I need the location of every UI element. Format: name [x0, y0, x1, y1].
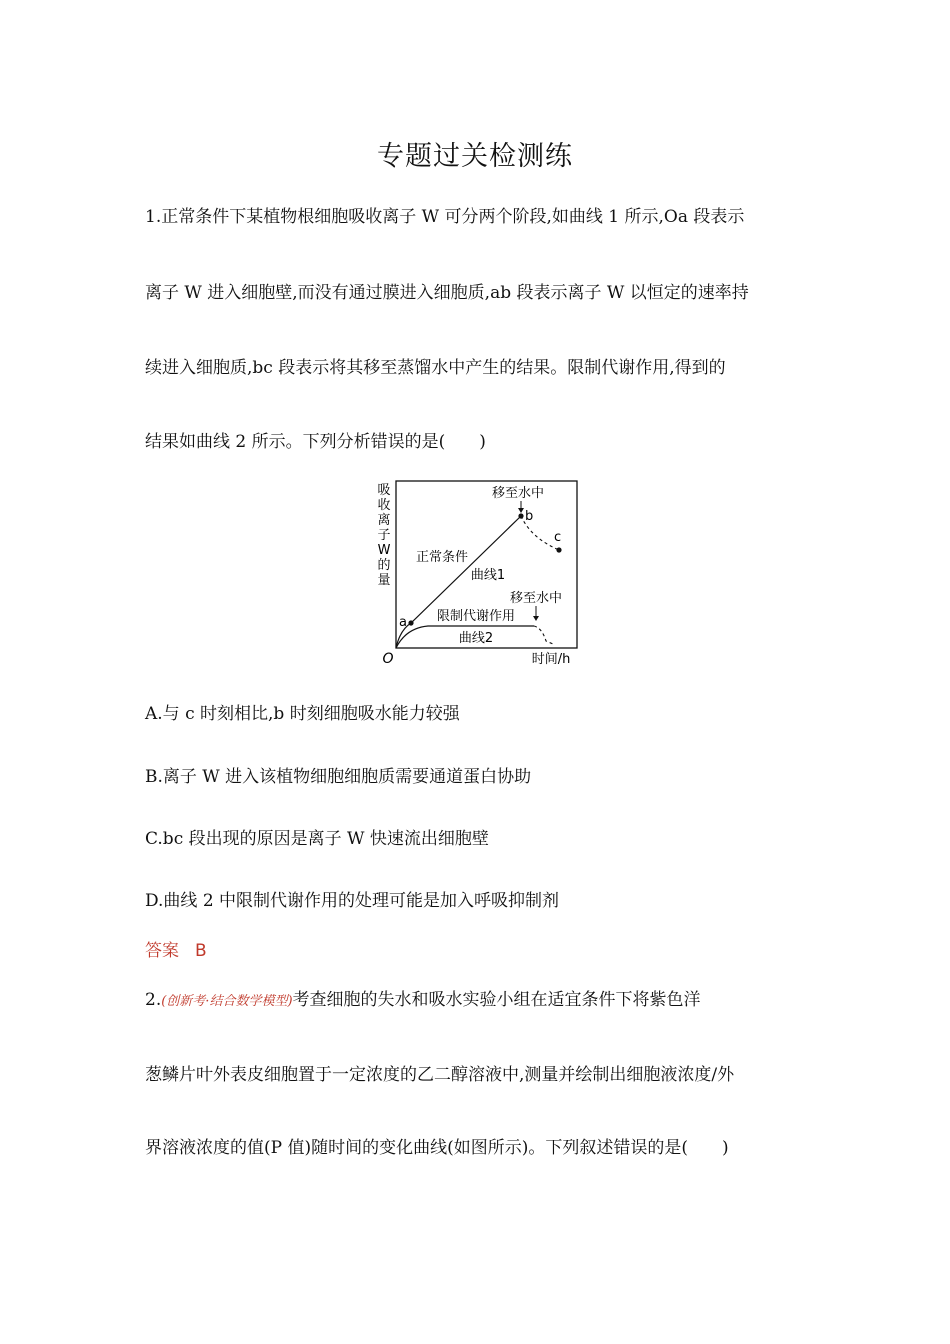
q1-option-d: D.曲线 2 中限制代谢作用的处理可能是加入呼吸抑制剂 — [145, 891, 560, 911]
ylabel-char: 离 — [377, 513, 391, 528]
curve1-label: 曲线1 — [470, 568, 506, 583]
q1-graph — [368, 478, 583, 668]
point-a-label: a — [399, 615, 407, 630]
ylabel-char: 量 — [377, 573, 391, 588]
point-a-dot — [408, 620, 413, 625]
ylabel-char: 收 — [377, 498, 391, 513]
move-water-label-2: 移至水中 — [509, 591, 563, 606]
ylabel-char: 子 — [377, 528, 391, 543]
point-c-label: c — [554, 530, 562, 545]
page-title: 专题过关检测练 — [377, 141, 573, 172]
q1-figure — [368, 478, 583, 668]
answer-value: B — [195, 941, 207, 961]
q2-line1-text: 考查细胞的失水和吸水实验小组在适宜条件下将紫色洋 — [292, 990, 701, 1010]
limit-metabolism-label: 限制代谢作用 — [436, 609, 516, 624]
move-water-label-1: 移至水中 — [491, 486, 545, 501]
ylabel-char: 的 — [377, 558, 391, 573]
point-b-label: b — [525, 509, 534, 524]
arrow-1-head — [518, 508, 524, 513]
q1-answer — [145, 939, 207, 963]
q1-option-a: A.与 c 时刻相比,b 时刻细胞吸水能力较强 — [145, 704, 460, 724]
xlabel: 时间/h — [531, 652, 571, 667]
normal-condition-label: 正常条件 — [415, 550, 469, 565]
curve2-dashed — [534, 626, 553, 644]
q1-stem-line-3: 续进入细胞质,bc 段表示将其移至蒸馏水中产生的结果。限制代谢作用,得到的 — [145, 358, 726, 378]
q1-stem-line-1: 1.正常条件下某植物根细胞吸收离子 W 可分两个阶段,如曲线 1 所示,Oa 段表示 — [145, 207, 745, 227]
point-b-dot — [518, 513, 523, 518]
ylabel-char: 吸 — [377, 483, 391, 498]
q1-stem-line-4: 结果如曲线 2 所示。下列分析错误的是( ) — [145, 432, 486, 452]
point-c-dot — [556, 547, 561, 552]
q2-number: 2. — [145, 990, 162, 1010]
ylabel-char: W — [377, 543, 391, 558]
q2-stem-line-3: 界溶液浓度的值(P 值)随时间的变化曲线(如图所示)。下列叙述错误的是( ) — [145, 1138, 729, 1158]
q1-option-b: B.离子 W 进入该植物细胞细胞质需要通道蛋白协助 — [145, 767, 532, 787]
q1-option-c: C.bc 段出现的原因是离子 W 快速流出细胞壁 — [145, 829, 489, 849]
origin-label: O — [382, 651, 394, 667]
q2-stem-line-1 — [145, 988, 701, 1014]
q2-tag: (创新考·结合数学模型) — [161, 994, 293, 1009]
arrow-2-head — [533, 616, 539, 621]
curve2-label: 曲线2 — [458, 631, 494, 646]
answer-label: 答案 — [145, 941, 179, 961]
q2-stem-line-2: 葱鳞片叶外表皮细胞置于一定浓度的乙二醇溶液中,测量并绘制出细胞液浓度/外 — [145, 1065, 735, 1085]
q1-stem-line-2: 离子 W 进入细胞壁,而没有通过膜进入细胞质,ab 段表示离子 W 以恒定的速率持 — [145, 283, 749, 303]
